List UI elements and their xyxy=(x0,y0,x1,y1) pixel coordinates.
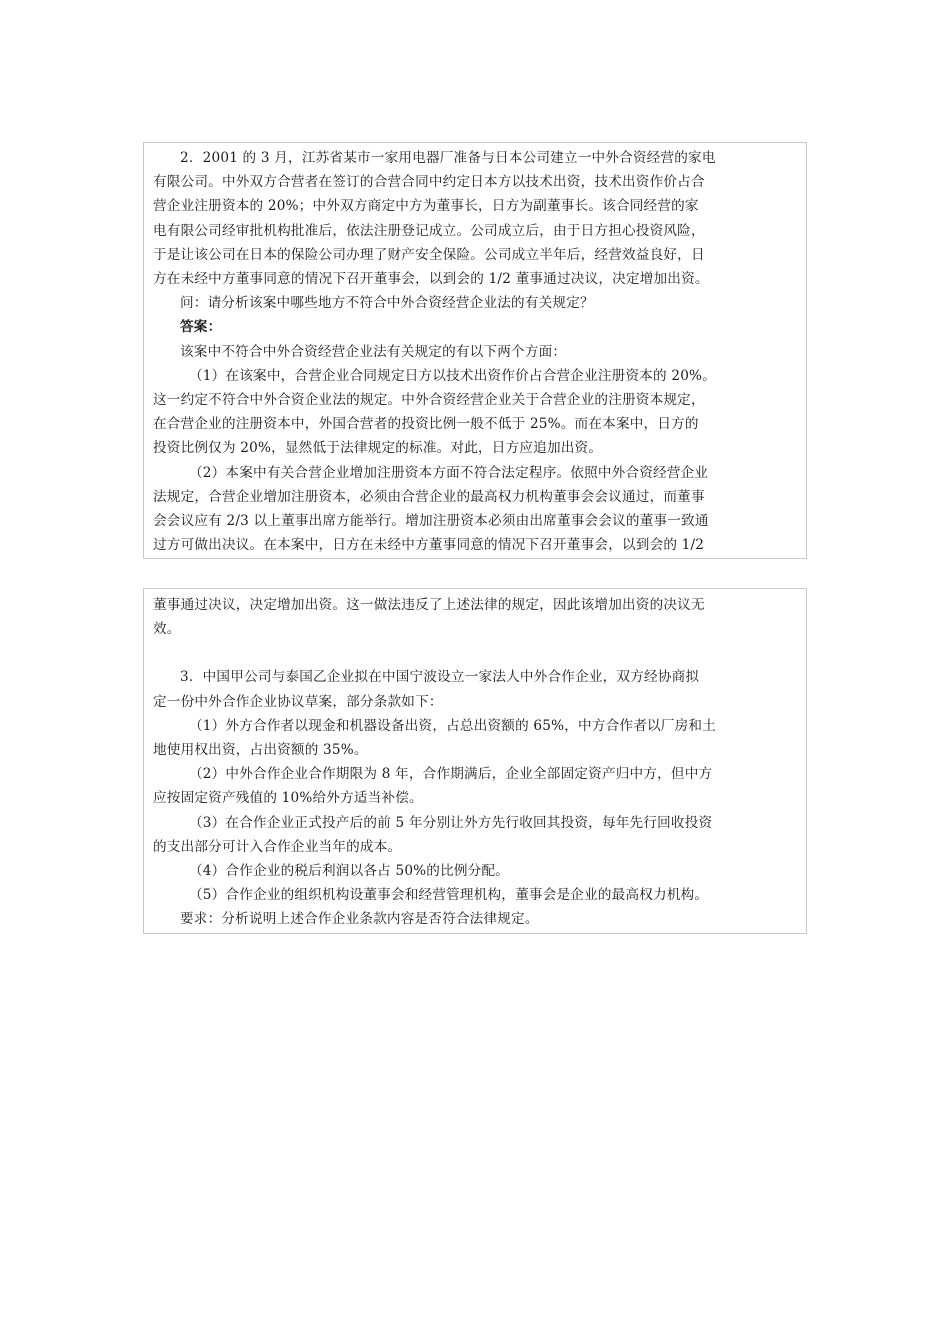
point2-line-1: （2）本案中有关合营企业增加注册资本方面不符合法定程序。依照中外合资经营企业 xyxy=(189,464,709,481)
answer-intro: 该案中不符合中外合资经营企业法有关规定的有以下两个方面： xyxy=(180,343,567,360)
clause2-line-2: 应按固定资产残值的 10%给外方适当补偿。 xyxy=(153,790,423,807)
case2-box xyxy=(143,142,807,559)
case2-line-4: 电有限公司经审批机构批准后，依法注册登记成立。公司成立后，由于日方担心投资风险， xyxy=(153,222,705,239)
clause4-line-1: （4）合作企业的税后利润以各占 50%的比例分配。 xyxy=(189,863,510,880)
spacer xyxy=(153,641,797,665)
point2-line-4: 过方可做出决议。在本案中，日方在未经中方董事同意的情况下召开董事会，以到会的 1/2 xyxy=(153,537,705,554)
clause1-line-2: 地使用权出资，占出资额的 35%。 xyxy=(153,742,368,759)
point1-line-4: 投资比例仅为 20%，显然低于法律规定的标准。对此，日方应追加出资。 xyxy=(153,440,603,457)
point1-line-3: 在合营企业的注册资本中，外国合营者的投资比例一般不低于 25%。而在本案中，日方的 xyxy=(153,416,699,433)
answer-label: 答案： xyxy=(180,319,222,336)
clause1-line-1: （1）外方合作者以现金和机器设备出资，占总出资额的 65%，中方合作者以厂房和土 xyxy=(189,717,716,734)
case2-line-2: 有限公司。中外双方合营者在签订的合营合同中约定日本方以技术出资，技术出资作价占合 xyxy=(153,174,705,191)
point2-line-2: 法规定，合营企业增加注册资本，必须由合营企业的最高权力机构董事会会议通过，而董事 xyxy=(153,488,705,505)
case2-line-5: 于是让该公司在日本的保险公司办理了财产安全保险。公司成立半年后，经营效益良好，日 xyxy=(153,246,705,263)
continued-line-1: 董事通过决议，决定增加出资。这一做法违反了上述法律的规定，因此该增加出资的决议无 xyxy=(153,597,705,613)
continued-line-2: 效。 xyxy=(153,621,181,638)
case2-line-3: 营企业注册资本的 20%；中外双方商定中方为董事长，日方为副董事长。该合同经营的家 xyxy=(153,198,699,215)
clause3-line-2: 的支出部分可计入合作企业当年的成本。 xyxy=(153,838,402,855)
case2-line-6: 方在未经中方董事同意的情况下召开董事会，以到会的 1/2 董事通过决议，决定增加出资。 xyxy=(153,271,709,288)
clause5-line-1: （5）合作企业的组织机构设董事会和经营管理机构，董事会是企业的最高权力机构。 xyxy=(189,887,709,904)
case2-line-1: 2．2001 的 3 月，江苏省某市一家用电器厂准备与日本公司建立一中外合资经营的家电 xyxy=(180,150,716,166)
clause3-line-1: （3）在合作企业正式投产后的前 5 年分别让外方先行收回其投资，每年先行回收投资 xyxy=(189,814,713,831)
clause2-line-1: （2）中外合作企业合作期限为 8 年，合作期满后，企业全部固定资产归中方，但中方 xyxy=(189,766,713,783)
case3-box xyxy=(143,588,807,934)
point1-line-2: 这一约定不符合中外合资企业法的规定。中外合资经营企业关于合营企业的注册资本规定， xyxy=(153,392,705,409)
case2-question: 问：请分析该案中哪些地方不符合中外合资经营企业法的有关规定？ xyxy=(180,295,594,312)
point1-line-1: （1）在该案中，合营企业合同规定日方以技术出资作价占合营企业注册资本的 20%。 xyxy=(189,367,716,384)
point2-line-3: 会会议应有 2/3 以上董事出席方能举行。增加注册资本必须由出席董事会会议的董事一致通 xyxy=(153,513,709,530)
case3-requirement: 要求：分析说明上述合作企业条款内容是否符合法律规定。 xyxy=(180,911,539,928)
case3-intro-line-2: 定一份中外合作企业协议草案，部分条款如下： xyxy=(153,693,443,710)
case3-intro-line-1: 3．中国甲公司与泰国乙企业拟在中国宁波设立一家法人中外合作企业，双方经协商拟 xyxy=(180,669,700,686)
